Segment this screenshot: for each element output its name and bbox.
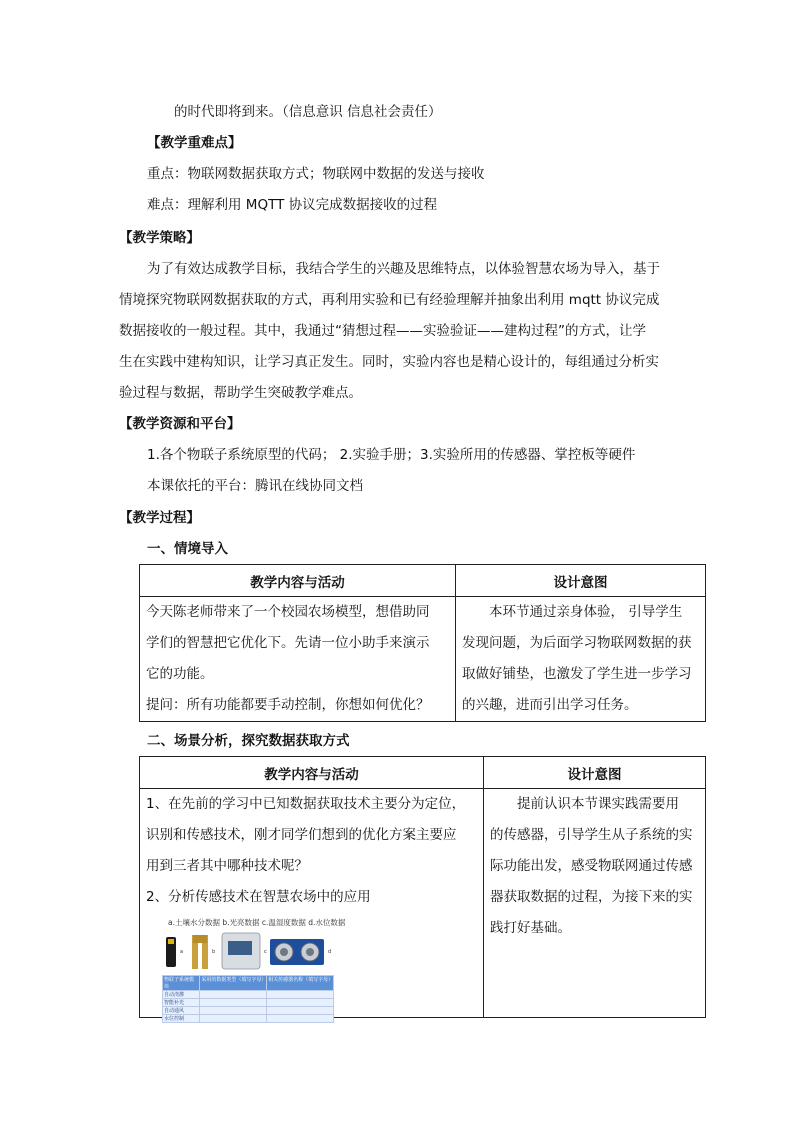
strategy-line: 情境探究物联网数据获取的方式，再利用实验和已有经验理解并抽象出利用 mqtt 协议完成 <box>119 292 660 308</box>
intent-line: 提前认识本节课实践需要用 <box>517 796 679 812</box>
mini-table-cell <box>200 999 267 1007</box>
mini-table-cell <box>267 1007 334 1015</box>
activity-line: 2、分析传感技术在智慧农场中的应用 <box>146 889 371 905</box>
mini-table-cell <box>267 999 334 1007</box>
mini-table-cell <box>200 1007 267 1015</box>
intent-line: 的传感器，引导学生从子系统的实 <box>490 827 693 843</box>
mini-table-cell: 采用的数据类型（填写字母） <box>200 976 267 991</box>
activity-line: 用到三者其中哪种技术呢？ <box>146 858 308 874</box>
mini-table-cell: 自动通风 <box>163 1007 200 1015</box>
strategy-heading: 【教学策略】 <box>119 230 200 246</box>
activity-line: 识别和传感技术，刚才同学们想到的优化方案主要应 <box>146 827 457 843</box>
activity-line: 它的功能。 <box>146 666 214 682</box>
resources-heading: 【教学资源和平台】 <box>119 416 241 432</box>
col-activity-header: 教学内容与活动 <box>140 565 456 597</box>
mini-table-cell <box>267 1015 334 1023</box>
mini-table-cell: 相关传感器名称（填写字母） <box>267 976 334 991</box>
section1-title: 一、情境导入 <box>147 541 228 557</box>
col-intent-header: 设计意图 <box>456 565 706 597</box>
activity-line: 1、在先前的学习中已知数据获取技术主要分为定位， <box>146 796 466 812</box>
section2-intent-cell <box>484 789 706 1018</box>
mini-table-cell <box>200 1015 267 1023</box>
section2-title: 二、场景分析，探究数据获取方式 <box>147 733 350 749</box>
key-point-focus: 重点：物联网数据获取方式；物联网中数据的发送与接收 <box>147 166 485 182</box>
col-activity-header: 教学内容与活动 <box>140 757 484 789</box>
key-points-heading: 【教学重难点】 <box>147 135 242 151</box>
strategy-line: 为了有效达成教学目标，我结合学生的兴趣及思维特点，以体验智慧农场为导入，基于 <box>147 261 660 277</box>
resources-platform: 本课依托的平台：腾讯在线协同文档 <box>147 478 363 494</box>
section1-activity-cell <box>140 597 456 722</box>
intent-line: 器获取数据的过程，为接下来的实 <box>490 889 693 905</box>
col-intent-header: 设计意图 <box>484 757 706 789</box>
strategy-line: 验过程与数据，帮助学生突破教学难点。 <box>119 385 362 401</box>
strategy-line: 数据接收的一般过程。其中，我通过“猜想过程——实验验证——建构过程”的方式，让学 <box>119 323 646 339</box>
key-point-difficulty: 难点：理解利用 MQTT 协议完成数据接收的过程 <box>147 197 438 213</box>
mini-table-cell: 水位控制 <box>163 1015 200 1023</box>
strategy-line: 生在实践中建构知识，让学习真正发生。同时，实验内容也是精心设计的，每组通过分析实 <box>119 354 659 370</box>
continuation-line: 的时代即将到来。（信息意识 信息社会责任） <box>174 104 442 120</box>
sensor-images <box>162 929 350 973</box>
activity-line: 今天陈老师带来了一个校园农场模型，想借助同 <box>146 604 430 620</box>
process-heading: 【教学过程】 <box>119 510 200 526</box>
sensor-figure <box>146 917 346 1022</box>
intent-line: 取做好铺垫，也激发了学生进一步学习 <box>462 666 692 682</box>
intent-line: 发现问题，为后面学习物联网数据的获 <box>462 635 692 651</box>
svg-text:a: a <box>180 949 184 955</box>
mini-table-cell: 物联子系统模块 <box>163 976 200 991</box>
figure-caption: a.土壤水分数据 b.光亮数据 c.温湿度数据 d.水位数据 <box>168 918 346 927</box>
intent-line: 的兴趣，进而引出学习任务。 <box>462 697 638 713</box>
section2-activity-cell <box>140 789 484 1022</box>
intent-line: 本环节通过亲身体验， 引导学生 <box>489 604 683 620</box>
mini-table-cell <box>267 991 334 999</box>
activity-line: 学们的智慧把它优化下。先请一位小助手来演示 <box>146 635 430 651</box>
mini-table-cell <box>200 991 267 999</box>
svg-text:c: c <box>264 949 267 955</box>
svg-text:b: b <box>212 949 216 955</box>
temperature-humidity-sensor-icon <box>222 933 267 969</box>
section1-table <box>139 564 706 722</box>
sensor-mapping-table <box>162 975 334 1023</box>
activity-line: 提问：所有功能都要手动控制，你想如何优化？ <box>146 697 430 713</box>
section2-table <box>139 756 706 1022</box>
water-level-sensor-icon <box>270 939 331 965</box>
soil-sensor-icon <box>166 937 183 967</box>
svg-text:d: d <box>328 949 332 955</box>
section1-intent-cell <box>456 597 706 722</box>
mini-table-cell: 智能补光 <box>163 999 200 1007</box>
mini-table-cell: 自动浇灌 <box>163 991 200 999</box>
intent-line: 际功能出发，感受物联网通过传感 <box>490 858 693 874</box>
intent-line: 践打好基础。 <box>490 920 571 936</box>
light-sensor-icon <box>192 935 215 969</box>
resources-items: 1.各个物联子系统原型的代码； 2.实验手册；3.实验所用的传感器、掌控板等硬件 <box>147 447 636 463</box>
